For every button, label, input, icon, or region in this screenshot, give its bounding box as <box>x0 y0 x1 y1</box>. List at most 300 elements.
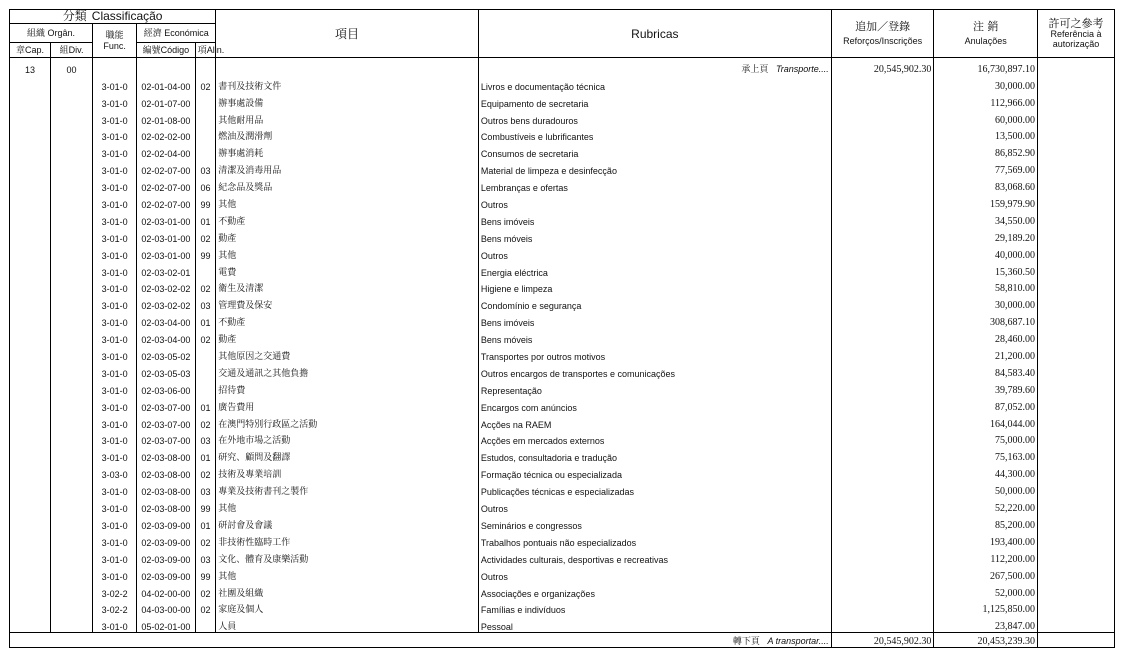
div-cell <box>51 328 93 345</box>
div-cell <box>51 362 93 379</box>
anulacao-cell: 308,687.10 <box>934 311 1038 328</box>
func-cell: 3-01-0 <box>93 396 137 413</box>
reference-cell <box>1038 362 1115 379</box>
anulacoes-header: 注 銷 Anulações <box>934 10 1038 58</box>
table-row <box>10 497 1115 514</box>
reforco-cell <box>831 413 934 430</box>
item-cell: 電費 <box>216 261 479 278</box>
func-cell: 3-01-0 <box>93 311 137 328</box>
item-cell: 技術及專業培訓 <box>216 463 479 480</box>
reference-cell <box>1038 548 1115 565</box>
anulacao-cell: 28,460.00 <box>934 328 1038 345</box>
func-cell: 3-01-0 <box>93 565 137 582</box>
alin-cell: 03 <box>195 430 216 447</box>
cap-cell <box>10 126 51 143</box>
alin-cell: 99 <box>195 244 216 261</box>
anulacao-cell: 87,052.00 <box>934 396 1038 413</box>
carry-in-reforcos: 20,545,902.30 <box>831 58 934 75</box>
table-row <box>10 328 1115 345</box>
code-cell: 02-03-01-00 <box>137 244 195 261</box>
func-cell: 3-01-0 <box>93 328 137 345</box>
cap-cell <box>10 615 51 632</box>
alin-cell: 02 <box>195 278 216 295</box>
anulacao-cell: 23,847.00 <box>934 615 1038 632</box>
cap-cell <box>10 176 51 193</box>
table-row <box>10 345 1115 362</box>
item-cell: 清潔及消毒用品 <box>216 159 479 176</box>
table-row <box>10 599 1115 616</box>
func-cell: 3-01-0 <box>93 278 137 295</box>
table-row <box>10 514 1115 531</box>
cap-cell <box>10 92 51 109</box>
rubrica-cell: Livros e documentação técnica <box>478 75 831 92</box>
cap-cell <box>10 210 51 227</box>
table-row <box>10 413 1115 430</box>
code-cell: 04-02-00-00 <box>137 582 195 599</box>
cap-cell <box>10 159 51 176</box>
rubrica-cell: Transportes por outros motivos <box>478 345 831 362</box>
table-row <box>10 548 1115 565</box>
div-cell <box>51 463 93 480</box>
func-cell: 3-01-0 <box>93 413 137 430</box>
reference-cell <box>1038 345 1115 362</box>
item-cell: 不動產 <box>216 210 479 227</box>
reforco-cell <box>831 126 934 143</box>
anulacao-cell: 50,000.00 <box>934 480 1038 497</box>
cap-cell <box>10 244 51 261</box>
cap-cell <box>10 193 51 210</box>
item-header: 項目 <box>216 10 479 58</box>
reference-cell <box>1038 210 1115 227</box>
alin-cell: 02 <box>195 582 216 599</box>
rubrica-cell: Bens móveis <box>478 227 831 244</box>
item-cell: 專業及技術書刊之製作 <box>216 480 479 497</box>
func-cell: 3-01-0 <box>93 531 137 548</box>
div-cell <box>51 126 93 143</box>
anulacao-cell: 112,200.00 <box>934 548 1038 565</box>
div-cell <box>51 345 93 362</box>
item-cell: 研究、顧問及翻譯 <box>216 446 479 463</box>
cap-cell <box>10 430 51 447</box>
alin-header: 項Alin. <box>195 43 216 58</box>
reference-cell <box>1038 92 1115 109</box>
carry-out-row <box>10 633 1115 648</box>
alin-cell: 01 <box>195 514 216 531</box>
reforco-cell <box>831 430 934 447</box>
code-cell: 02-01-08-00 <box>137 109 195 126</box>
func-cell: 3-01-0 <box>93 261 137 278</box>
rubrica-cell: Actividades culturais, desportivas e recreativas <box>478 548 831 565</box>
carry-out-reforcos: 20,545,902.30 <box>831 633 934 648</box>
anulacao-cell: 77,569.00 <box>934 159 1038 176</box>
reforco-cell <box>831 446 934 463</box>
carry-in-label: 承上頁 Transporte.... <box>478 58 831 75</box>
func-cell: 3-01-0 <box>93 142 137 159</box>
table-row <box>10 379 1115 396</box>
reference-cell <box>1038 582 1115 599</box>
div-cell <box>51 379 93 396</box>
cap-cell <box>10 531 51 548</box>
table-row <box>10 75 1115 92</box>
func-cell: 3-01-0 <box>93 345 137 362</box>
code-cell: 02-03-08-00 <box>137 497 195 514</box>
func-cell: 3-01-0 <box>93 210 137 227</box>
table-row <box>10 109 1115 126</box>
reforco-cell <box>831 75 934 92</box>
alin-cell: 02 <box>195 227 216 244</box>
rubrica-cell: Formação técnica ou especializada <box>478 463 831 480</box>
reference-cell <box>1038 531 1115 548</box>
cap-cell <box>10 413 51 430</box>
item-cell: 文化、體育及康樂活動 <box>216 548 479 565</box>
reference-cell <box>1038 615 1115 632</box>
header-row-1 <box>10 10 1115 24</box>
reforco-cell <box>831 463 934 480</box>
budget-rows <box>10 75 1115 633</box>
anulacao-cell: 21,200.00 <box>934 345 1038 362</box>
div-header: 組Div. <box>51 43 93 58</box>
alin-cell: 02 <box>195 413 216 430</box>
anulacao-cell: 84,583.40 <box>934 362 1038 379</box>
func-cell: 3-01-0 <box>93 227 137 244</box>
reforco-cell <box>831 362 934 379</box>
reforco-cell <box>831 379 934 396</box>
func-cell: 3-03-0 <box>93 463 137 480</box>
reference-cell <box>1038 497 1115 514</box>
carry-out-anulacoes: 20,453,239.30 <box>934 633 1038 648</box>
reforco-cell <box>831 159 934 176</box>
anulacao-cell: 159,979.90 <box>934 193 1038 210</box>
alin-cell: 01 <box>195 210 216 227</box>
cap-cell <box>10 565 51 582</box>
rubrica-cell: Higiene e limpeza <box>478 278 831 295</box>
code-cell: 02-03-08-00 <box>137 446 195 463</box>
reference-cell <box>1038 75 1115 92</box>
rubrica-cell: Publicações técnicas e especializadas <box>478 480 831 497</box>
cap-cell <box>10 379 51 396</box>
rubrica-cell: Famílias e indivíduos <box>478 599 831 616</box>
table-row <box>10 311 1115 328</box>
anulacao-cell: 83,068.60 <box>934 176 1038 193</box>
table-row <box>10 159 1115 176</box>
table-row <box>10 396 1115 413</box>
cap-cell <box>10 294 51 311</box>
reference-cell <box>1038 261 1115 278</box>
reference-cell <box>1038 176 1115 193</box>
func-cell: 3-01-0 <box>93 480 137 497</box>
table-row <box>10 261 1115 278</box>
code-header: 編號Código <box>137 43 195 58</box>
rubrica-cell: Estudos, consultadoria e tradução <box>478 446 831 463</box>
div-cell <box>51 413 93 430</box>
func-cell: 3-01-0 <box>93 548 137 565</box>
reforco-cell <box>831 548 934 565</box>
item-cell: 其他 <box>216 244 479 261</box>
reference-cell <box>1038 514 1115 531</box>
code-cell: 02-03-01-00 <box>137 210 195 227</box>
code-cell: 02-03-09-00 <box>137 514 195 531</box>
func-cell: 3-01-0 <box>93 159 137 176</box>
alin-cell: 03 <box>195 294 216 311</box>
func-cell: 3-01-0 <box>93 244 137 261</box>
anulacao-cell: 15,360.50 <box>934 261 1038 278</box>
cap-cell <box>10 227 51 244</box>
cap-cell <box>10 311 51 328</box>
cap-cell <box>10 345 51 362</box>
alin-cell <box>195 379 216 396</box>
div-cell <box>51 497 93 514</box>
reference-cell <box>1038 599 1115 616</box>
table-row <box>10 227 1115 244</box>
div-cell <box>51 582 93 599</box>
table-row <box>10 430 1115 447</box>
div-cell <box>51 311 93 328</box>
cap-cell <box>10 514 51 531</box>
div-cell <box>51 514 93 531</box>
item-cell: 動產 <box>216 227 479 244</box>
item-cell: 在澳門特別行政區之活動 <box>216 413 479 430</box>
anulacao-cell: 60,000.00 <box>934 109 1038 126</box>
cap-cell <box>10 261 51 278</box>
reference-cell <box>1038 328 1115 345</box>
table-row <box>10 565 1115 582</box>
table-row <box>10 176 1115 193</box>
anulacao-cell: 29,189.20 <box>934 227 1038 244</box>
cap-cell <box>10 362 51 379</box>
rubrica-cell: Combustíveis e lubrificantes <box>478 126 831 143</box>
cap-cell <box>10 278 51 295</box>
code-cell: 02-01-04-00 <box>137 75 195 92</box>
table-row <box>10 278 1115 295</box>
cap-header: 章Cap. <box>10 43 51 58</box>
code-cell: 02-03-02-02 <box>137 278 195 295</box>
rubrica-cell: Consumos de secretaria <box>478 142 831 159</box>
classification-header: 分類 Classificação <box>10 10 216 24</box>
cap-cell <box>10 109 51 126</box>
cap-cell <box>10 396 51 413</box>
item-cell: 人員 <box>216 615 479 632</box>
reforco-cell <box>831 396 934 413</box>
cap-cell: 13 <box>10 58 51 75</box>
rubrica-cell: Equipamento de secretaria <box>478 92 831 109</box>
rubrica-cell: Outros <box>478 497 831 514</box>
rubrica-cell: Outros bens duradouros <box>478 109 831 126</box>
anulacao-cell: 267,500.00 <box>934 565 1038 582</box>
func-cell: 3-01-0 <box>93 193 137 210</box>
carry-in-row <box>10 58 1115 75</box>
anulacao-cell: 112,966.00 <box>934 92 1038 109</box>
cap-cell <box>10 463 51 480</box>
item-cell: 動產 <box>216 328 479 345</box>
reference-cell <box>1038 159 1115 176</box>
item-cell: 紀念品及獎品 <box>216 176 479 193</box>
reforco-cell <box>831 261 934 278</box>
code-cell: 02-01-07-00 <box>137 92 195 109</box>
item-cell: 家庭及個人 <box>216 599 479 616</box>
anulacao-cell: 52,000.00 <box>934 582 1038 599</box>
code-cell: 05-02-01-00 <box>137 615 195 632</box>
table-row <box>10 92 1115 109</box>
anulacao-cell: 85,200.00 <box>934 514 1038 531</box>
item-cell: 辦事處設備 <box>216 92 479 109</box>
alin-cell <box>195 126 216 143</box>
code-cell: 02-03-06-00 <box>137 379 195 396</box>
item-cell: 廣告費用 <box>216 396 479 413</box>
reference-cell <box>1038 193 1115 210</box>
reforco-cell <box>831 497 934 514</box>
rubricas-header: Rubricas <box>478 10 831 58</box>
div-cell <box>51 480 93 497</box>
organic-header: 組織 Orgân. <box>10 24 93 43</box>
func-cell: 3-01-0 <box>93 126 137 143</box>
alin-cell: 01 <box>195 446 216 463</box>
rubrica-cell: Outros <box>478 193 831 210</box>
reforco-cell <box>831 311 934 328</box>
div-cell <box>51 261 93 278</box>
item-cell: 燃油及潤滑劑 <box>216 126 479 143</box>
item-cell: 招待費 <box>216 379 479 396</box>
anulacao-cell: 13,500.00 <box>934 126 1038 143</box>
cap-cell <box>10 480 51 497</box>
rubrica-cell: Outros <box>478 244 831 261</box>
item-cell: 管理費及保安 <box>216 294 479 311</box>
code-cell: 02-03-04-00 <box>137 328 195 345</box>
carry-out-label: 轉下頁 A transportar.... <box>10 633 832 648</box>
anulacao-cell: 58,810.00 <box>934 278 1038 295</box>
cap-cell <box>10 497 51 514</box>
anulacao-cell: 86,852.90 <box>934 142 1038 159</box>
rubrica-cell: Representação <box>478 379 831 396</box>
reforco-cell <box>831 582 934 599</box>
func-cell: 3-01-0 <box>93 497 137 514</box>
func-cell: 3-01-0 <box>93 430 137 447</box>
reference-cell <box>1038 142 1115 159</box>
func-cell: 3-01-0 <box>93 615 137 632</box>
reforco-cell <box>831 531 934 548</box>
alin-cell: 02 <box>195 531 216 548</box>
div-cell <box>51 615 93 632</box>
rubrica-cell: Encargos com anúncios <box>478 396 831 413</box>
anulacao-cell: 30,000.00 <box>934 75 1038 92</box>
code-cell: 02-03-09-00 <box>137 565 195 582</box>
code-cell: 02-03-09-00 <box>137 548 195 565</box>
code-cell: 02-03-02-02 <box>137 294 195 311</box>
rubrica-cell: Outros encargos de transportes e comunicações <box>478 362 831 379</box>
reference-cell <box>1038 244 1115 261</box>
anulacao-cell: 52,220.00 <box>934 497 1038 514</box>
cap-cell <box>10 75 51 92</box>
reforco-cell <box>831 227 934 244</box>
code-cell: 02-02-02-00 <box>137 126 195 143</box>
code-cell: 02-03-02-01 <box>137 261 195 278</box>
cap-cell <box>10 446 51 463</box>
anulacao-cell: 193,400.00 <box>934 531 1038 548</box>
item-cell: 辦事處消耗 <box>216 142 479 159</box>
reference-cell <box>1038 430 1115 447</box>
reforco-cell <box>831 244 934 261</box>
code-cell: 02-03-04-00 <box>137 311 195 328</box>
reference-cell <box>1038 463 1115 480</box>
alin-cell: 02 <box>195 75 216 92</box>
alin-cell <box>195 345 216 362</box>
alin-cell: 06 <box>195 176 216 193</box>
rubrica-cell: Bens móveis <box>478 328 831 345</box>
table-row <box>10 531 1115 548</box>
func-cell: 3-01-0 <box>93 514 137 531</box>
table-row <box>10 362 1115 379</box>
div-cell <box>51 396 93 413</box>
reference-cell <box>1038 227 1115 244</box>
rubrica-cell: Associações e organizações <box>478 582 831 599</box>
reforcos-header: 追加／登錄 Reforços/Inscrições <box>831 10 934 58</box>
div-cell <box>51 109 93 126</box>
reforco-cell <box>831 615 934 632</box>
cap-cell <box>10 599 51 616</box>
code-cell: 02-03-07-00 <box>137 430 195 447</box>
reforco-cell <box>831 599 934 616</box>
cap-cell <box>10 582 51 599</box>
anulacao-cell: 75,163.00 <box>934 446 1038 463</box>
reference-cell <box>1038 278 1115 295</box>
item-cell: 社團及組織 <box>216 582 479 599</box>
alin-cell: 02 <box>195 328 216 345</box>
reforco-cell <box>831 176 934 193</box>
reforco-cell <box>831 210 934 227</box>
func-cell: 3-01-0 <box>93 75 137 92</box>
reforco-cell <box>831 294 934 311</box>
div-cell <box>51 142 93 159</box>
div-cell: 00 <box>51 58 93 75</box>
cap-cell <box>10 548 51 565</box>
rubrica-cell: Trabalhos pontuais não especializados <box>478 531 831 548</box>
reference-cell <box>1038 480 1115 497</box>
item-cell: 其他原因之交通費 <box>216 345 479 362</box>
rubrica-cell: Acções na RAEM <box>478 413 831 430</box>
item-cell: 研討會及會議 <box>216 514 479 531</box>
div-cell <box>51 159 93 176</box>
reforco-cell <box>831 328 934 345</box>
rubrica-cell: Outros <box>478 565 831 582</box>
div-cell <box>51 244 93 261</box>
div-cell <box>51 446 93 463</box>
table-row <box>10 463 1115 480</box>
table-row <box>10 294 1115 311</box>
table-row <box>10 480 1115 497</box>
item-cell: 非技術性臨時工作 <box>216 531 479 548</box>
code-cell: 02-02-04-00 <box>137 142 195 159</box>
reference-header: 許可之參考 Referência à autorização <box>1038 10 1115 58</box>
table-row <box>10 210 1115 227</box>
code-cell: 02-03-05-02 <box>137 345 195 362</box>
table-row <box>10 446 1115 463</box>
cap-cell <box>10 142 51 159</box>
reforco-cell <box>831 480 934 497</box>
div-cell <box>51 278 93 295</box>
div-cell <box>51 430 93 447</box>
rubrica-cell: Condomínio e segurança <box>478 294 831 311</box>
anulacao-cell: 44,300.00 <box>934 463 1038 480</box>
reference-cell <box>1038 379 1115 396</box>
reference-cell <box>1038 294 1115 311</box>
alin-cell <box>195 362 216 379</box>
alin-cell: 99 <box>195 193 216 210</box>
item-cell: 書刊及技術文件 <box>216 75 479 92</box>
table-row <box>10 142 1115 159</box>
alin-cell: 03 <box>195 480 216 497</box>
alin-cell <box>195 142 216 159</box>
reference-cell <box>1038 311 1115 328</box>
anulacao-cell: 164,044.00 <box>934 413 1038 430</box>
